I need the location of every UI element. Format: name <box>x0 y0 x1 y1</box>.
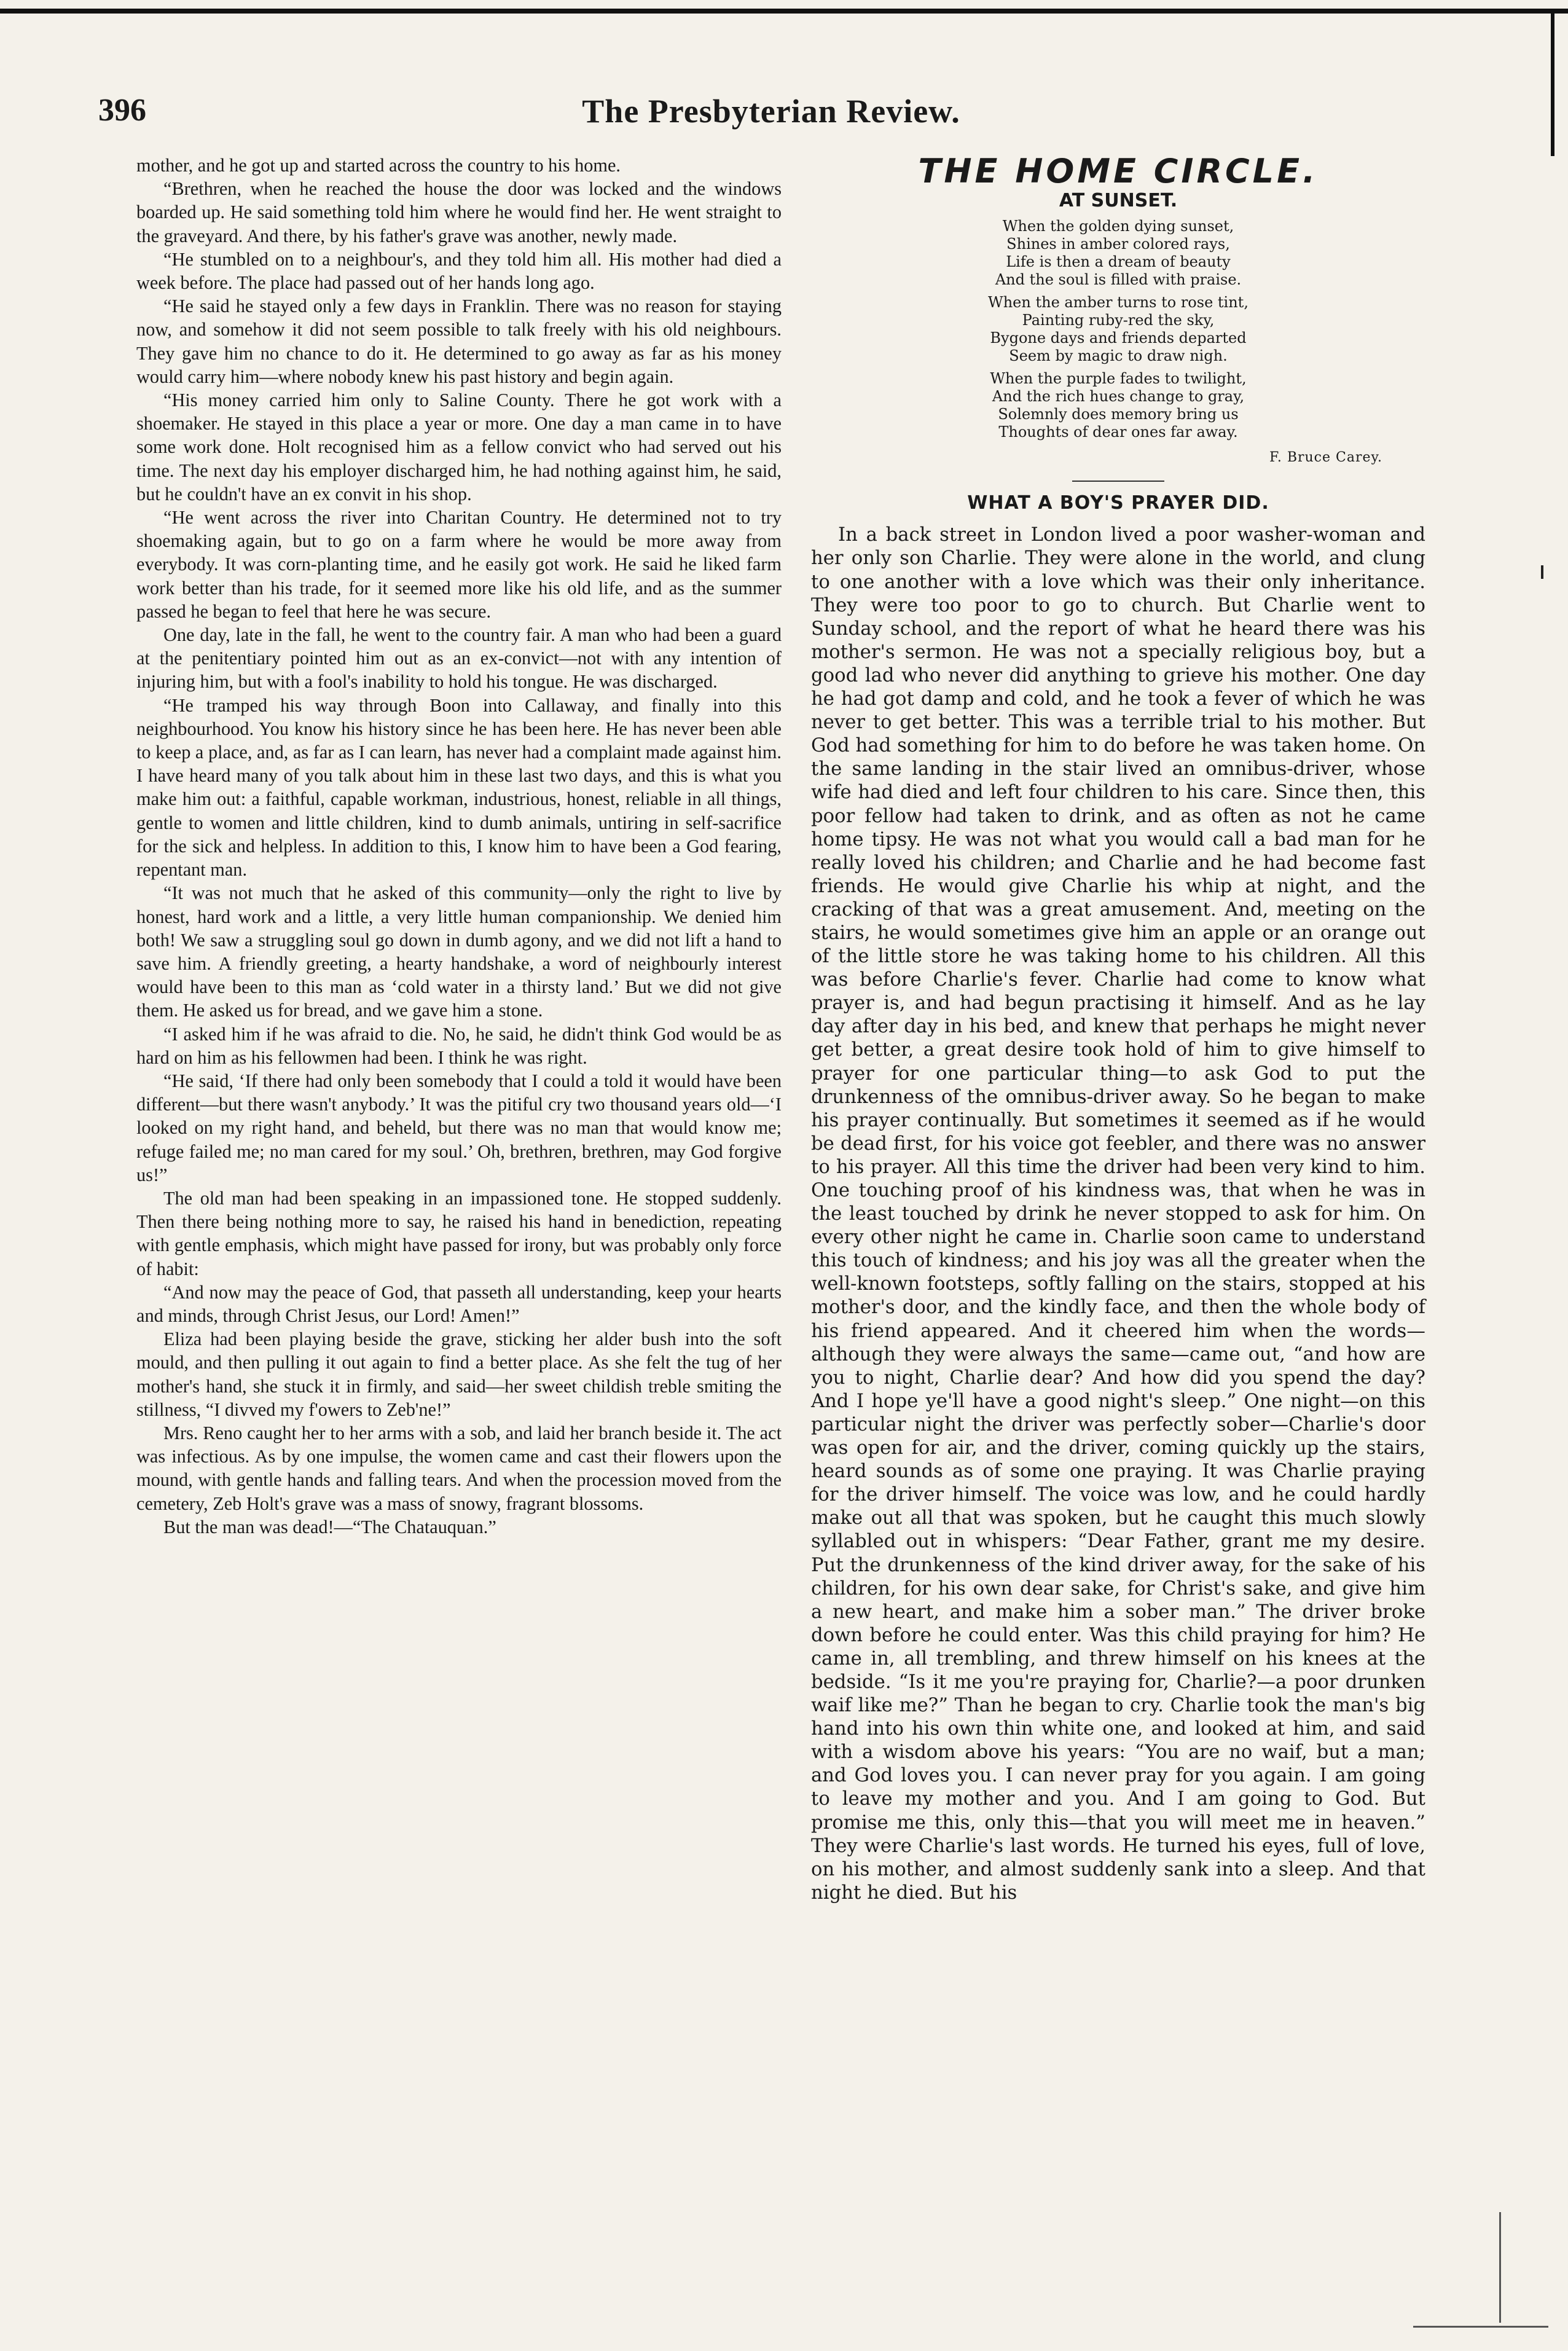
poem-line: Painting ruby-red the sky, <box>1022 312 1215 329</box>
paragraph: Mrs. Reno caught her to her arms with a sob, and laid her branch beside it. The act was infectious. As by one impulse, the women came and cast their flowers upon the mound, with gentle hands and falling tears. And when the procession moved from the cemetery, Zeb Holt's grave was a mass of snowy, fragrant blossoms. <box>136 1422 782 1514</box>
paragraph: One day, late in the fall, he went to the country fair. A man who had been a guard at the penitentiary pointed him out as an ex-convict—not with any intention of injuring him, but with a fool's inability to hold his tongue. He was discharged. <box>136 624 782 693</box>
poem-line: Seem by magic to draw nigh. <box>1009 347 1228 365</box>
paragraph: “He said, ‘If there had only been somebody that I could a told it would have been different—but there wasn't anybody.’ It was the pitiful cry two thousand years old—‘I looked on my right hand, and beheld, but there was no man that would know me; refuge failed me; no man cared for my soul.’ Oh, brethren, brethren, may God forgive us!” <box>136 1070 782 1185</box>
article-title: WHAT A BOY'S PRAYER DID. <box>967 492 1269 514</box>
article-paragraph: In a back street in London lived a poor washer-woman and her only son Charlie. They were alone in the world, and clung to one another with a love which was their only inheritance. They were too poor to go to church. But Charlie went to Sunday school, and the report of what he heard there was his mother's sermon. He was not a specially religious boy, but a good lad who never did anything to grieve his mother. One day he had got damp and cold, and he took a fever of which he was never to get better. This was a terrible trial to his mother. But God had something for him to do before he was taken home. On the same landing in the stair lived an omnibus-driver, whose wife had died and left four children to his care. Since then, this poor fellow had taken to drink, and as often as not he came home tipsy. He was not what you would call a bad man for he really loved his children; and Charlie and he had become fast friends. He would give Charlie his whip at night, and the cracking of that was a great amusement. And, meeting on the stairs, he would sometimes give him an apple or an orange out of the little store he was taking home to his children. All this was before Charlie's fever. Charlie had come to know what prayer is, and had begun practising it himself. And as he lay day after day in his bed, and knew that perhaps he might never get better, a great desire took hold of him to give himself to prayer for one particular thing—to ask God to put the drunkenness of the omnibus-driver away. So he began to make his prayer continually. But sometimes it seemed as if he would be dead first, for his voice got feebler, and there was no answer to his prayer. All this time the driver had been very kind to him. One touching proof of his kindness was, that when he was in the least touched by drink he never stopped to ask for him. On every other night he came in. Charlie soon came to understand this touch of kindness; and his joy was all the greater when the well-known footsteps, softly falling on the stairs, stopped at his mother's door, and the kindly face, and then the whole body of his friend appeared. And it cheered him when the words—although they were always the same—came out, “and how are you to night, Charlie dear? And how did you spend the day? And I hope ye'll have a good night's sleep.” One night—on this particular night the driver was perfectly sober—Charlie's door was open for air, and the driver, coming quickly up the stairs, heard sounds as of some one praying. It was Charlie praying for the driver himself. The voice was low, and he could hardly make out all that was spoken, but he caught this much slowly syllabled out in whispers: “Dear Father, grant me my desire. Put the drunkenness of the kind driver away, for the sake of his children, for his own dear sake, for Christ's sake, and give him a new heart, and make him a sober man.” The driver broke down before he could enter. Was this child praying for him? He came in, all trembling, and threw himself on his knees at the bedside. “Is it me you're praying for, Charlie?—a poor drunken waif like me?” Than he began to cry. Charlie took the man's big hand into his own thin white one, and looked at him, and said with a wisdom above his years: “You are no waif, but a man; and God loves you. I can never pray for you again. I am going to leave my mother and you. And I am going to God. But promise me this, only this—that you will meet me in heaven.” They were Charlie's last words. He turned his eyes, full of love, on his mother, and almost suddenly sank into a sleep. And that night he died. But his <box>811 524 1425 1904</box>
poem-stanza <box>811 218 1425 289</box>
page-header <box>98 92 1444 141</box>
paragraph: The old man had been speaking in an impassioned tone. He stopped suddenly. Then there being nothing more to say, he raised his hand in benediction, repeating with gentle emphasis, which might have passed for irony, but was probably only force of habit: <box>136 1187 782 1279</box>
poem-line: Solemnly does memory bring us <box>998 406 1239 423</box>
paragraph: “And now may the peace of God, that passeth all understanding, keep your hearts and minds, through Christ Jesus, our Lord! Amen!” <box>136 1281 782 1326</box>
poem-line: Life is then a dream of beauty <box>1006 253 1231 271</box>
paragraph: “He went across the river into Charitan Country. He determined not to try shoemaking again, but to go on a farm where he would be more away from everybody. It was corn-planting time, and he easily got work. He said he liked farm work better than his trade, for it seemed more like his old life, and as the summer passed he began to feel that here he was secure. <box>136 507 782 622</box>
paragraph: “His money carried him only to Saline County. There he got work with a shoemaker. He stayed in this place a year or more. One day a man came in to have some work done. Holt recognised him as a fellow convict who had served out his time. The next day his employer discharged him, he had nothing against him, he said, but he couldn't have an ex convit in his shop. <box>136 390 782 504</box>
poem-line: And the soul is filled with praise. <box>995 271 1242 289</box>
paragraph: mother, and he got up and started across the country to his home. <box>136 155 621 176</box>
paragraph: “I asked him if he was afraid to die. No, he said, he didn't think God would be as hard on him as his fellowmen had been. I think he was right. <box>136 1023 782 1068</box>
paragraph: “He stumbled on to a neighbour's, and they told him all. His mother had died a week before. The place had passed out of her hands long ago. <box>136 248 782 294</box>
paragraph: “He said he stayed only a few days in Franklin. There was no reason for staying now, and somehow it did not seem possible to talk freely with his old neighbours. They gave him no chance to do it. He determined to go away as far as his money would carry him—where nobody knew his past history and begin again. <box>136 296 782 387</box>
poem-line: Thoughts of dear ones far away. <box>998 423 1238 441</box>
paragraph: Eliza had been playing beside the grave, sticking her alder bush into the soft mould, and then pulling it out again to find a better place. As she felt the tug of her mother's hand, she stuck it in firmly, and said—her sweet childish treble smiting the stillness, “I divved my f'owers to Zeb'ne!” <box>136 1329 782 1420</box>
poem-line: Bygone days and friends departed <box>990 329 1247 347</box>
margin-mark <box>1499 2212 1501 2323</box>
poem-stanza <box>811 370 1425 441</box>
right-column <box>811 154 1425 1905</box>
poem-line: When the amber turns to rose tint, <box>988 294 1249 312</box>
paragraph: But the man was dead!—“The Chatauquan.” <box>163 1516 496 1537</box>
top-border-rule <box>0 9 1568 14</box>
paragraph: “He tramped his way through Boon into Callaway, and finally into this neighbourhood. You know his history since he has been here. He has never been able to keep a place, and, as far as I can learn, has never had a complaint made against him. I have heard many of you talk about him in these last two days, and this is what you make him out: a faithful, capable workman, industrious, honest, reliable in all things, gentle to women and little children, kind to dumb animals, untiring in self-sacrifice for the sick and helpless. In addition to this, I know him to have been a God fearing, repentant man. <box>136 694 782 881</box>
margin-mark <box>1541 565 1543 579</box>
poem-title: AT SUNSET. <box>1059 190 1178 212</box>
margin-mark <box>1413 2326 1548 2328</box>
poem-line: Shines in amber colored rays, <box>1006 235 1230 253</box>
poem-line: When the golden dying sunset, <box>1002 218 1234 235</box>
page-number: 396 <box>98 93 146 128</box>
poem-line: And the rich hues change to gray, <box>992 388 1245 406</box>
right-edge-mark <box>1551 9 1554 156</box>
paragraph: “Brethren, when he reached the house the door was locked and the windows boarded up. He said something told him where he would find her. He went straight to the graveyard. And there, by his father's grave was another, newly made. <box>136 178 782 246</box>
section-title: THE HOME CIRCLE. <box>918 152 1319 190</box>
journal-title: The Presbyterian Review. <box>582 93 960 130</box>
poem-line: When the purple fades to twilight, <box>990 370 1247 388</box>
paragraph: “It was not much that he asked of this community—only the right to live by honest, hard work and a little, a very little human companionship. We denied him both! We saw a struggling soul go down in dumb agony, and we did not lift a hand to save him. A friendly greeting, a hearty handshake, a word of neighbourly interest would have been to this man as ‘cold water in a thirsty land.’ But we did not give them. He asked us for bread, and we gave him a stone. <box>136 882 782 1021</box>
left-column <box>136 154 782 1539</box>
section-divider <box>1072 481 1164 482</box>
poem-author: F. Bruce Carey. <box>1269 450 1382 466</box>
poem-stanza <box>811 294 1425 365</box>
